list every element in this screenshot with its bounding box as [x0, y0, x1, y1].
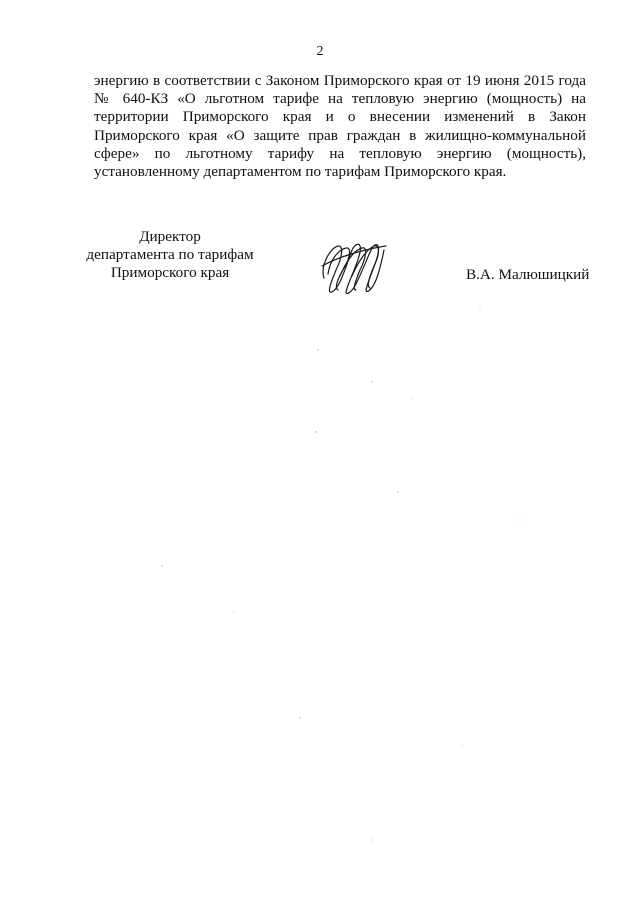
body-line: установленному департаментом по тарифам Приморского края.: [94, 163, 507, 181]
signatory-position: [70, 228, 270, 282]
body-line: энергию в соответствии с Законом Приморского края от 19 июня 2015 года: [94, 72, 586, 89]
handwritten-signature-icon: [316, 236, 388, 298]
signer-name: В.А. Малюшицкий: [466, 266, 590, 283]
body-line: № 640-КЗ «О льготном тарифе на тепловую энергию (мощность) на: [94, 90, 586, 108]
body-paragraph: [94, 72, 586, 181]
position-line: Директор: [139, 228, 201, 245]
body-line: сфере» по льготному тарифу на тепловую энергию (мощность),: [94, 144, 586, 162]
position-line: департамента по тарифам: [86, 246, 254, 263]
page-number: 2: [316, 44, 324, 59]
body-line: территории Приморского края и о внесении изменений в Закон: [94, 108, 586, 126]
body-line: Приморского края «О защите прав граждан в жилищно-коммунальной: [94, 126, 586, 144]
position-line: Приморского края: [110, 264, 230, 281]
